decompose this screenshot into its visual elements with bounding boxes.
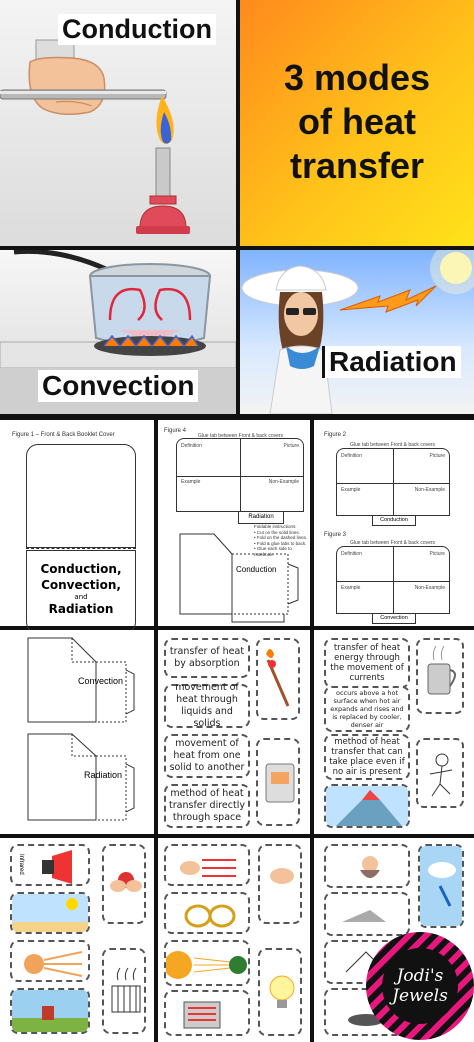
- burner-tube: [156, 148, 170, 196]
- radiator-picture: [102, 948, 146, 1034]
- infrared-picture: [10, 844, 90, 886]
- cover-line-3: Radiation: [48, 602, 114, 616]
- quad-chart-bottom: Definition Picture Example Non-Example: [336, 546, 450, 614]
- jodis-jewels-badge: [366, 932, 474, 1040]
- page-foldable-2: Figure 2 Glue tab between Front & back covers Definition Picture Example Non-Example Conduction Figure 3 Glue tab between Front & back covers Definition Picture Example Non-Example Convection: [314, 420, 474, 626]
- cover-front: [26, 444, 136, 548]
- definition-card: transfer of heat energy through the movement of currents: [324, 638, 410, 688]
- cover-back: [26, 550, 136, 634]
- cover-and: and: [74, 593, 88, 601]
- fold-note: Glue tab between Front & back covers: [198, 433, 284, 439]
- page-pictures-3: [314, 838, 474, 1042]
- definition-card: movement of heat from one solid to another: [164, 734, 250, 778]
- conduction-label: Conduction: [58, 14, 216, 45]
- page-pockets: [0, 630, 154, 834]
- definition-label: Definition: [181, 443, 202, 449]
- hands-heat-picture: [164, 844, 250, 886]
- lightbulb-picture: [258, 948, 302, 1036]
- page-cards-1: [158, 630, 310, 834]
- convection-tab: Convection: [372, 614, 416, 624]
- picture-label: Picture: [283, 443, 299, 449]
- boy-running-picture: [416, 738, 464, 808]
- quad-chart: [176, 438, 304, 512]
- goggles-picture: [164, 892, 250, 934]
- weather-picture: [418, 844, 464, 928]
- radiation-tab: Radiation: [238, 512, 284, 524]
- conduction-panel: [0, 0, 236, 246]
- match-stick-picture: [256, 638, 300, 720]
- hands-fire-picture: [258, 844, 302, 924]
- infrared-label: Infrared: [18, 854, 24, 875]
- page-caption: Figure 4: [164, 428, 187, 434]
- instructions: Foldable instructions: • Cut on the solid lines. • Fold on the dashed lines. • Fold & glue tabs to back. • Glue each side to notebook.: [254, 524, 308, 557]
- radiation-pocket-label: Radiation: [84, 770, 123, 780]
- page-foldable-1: [158, 420, 310, 626]
- heater-picture: [164, 990, 250, 1036]
- poster: [0, 0, 474, 414]
- title-panel: [240, 0, 474, 246]
- toaster-picture: [256, 738, 300, 826]
- badge-text: [382, 948, 458, 1024]
- title-line-3: transfer: [289, 145, 425, 186]
- definition-card: movement of heat through liquids and solids: [164, 684, 250, 728]
- convection-label: Convection: [38, 370, 198, 402]
- cover-line-1: Conduction,: [40, 562, 122, 576]
- convection-panel: [0, 250, 236, 414]
- page-pictures-2: [158, 838, 310, 1042]
- iron-picture: [324, 892, 410, 936]
- page-cards-2: [314, 630, 474, 834]
- burner-base: [140, 206, 186, 228]
- definition-card: transfer of heat by absorption: [164, 638, 250, 678]
- pocket-template: [158, 520, 310, 626]
- pocket-outlines: [0, 630, 154, 834]
- page-caption: Figure 1 – Front & Back Booklet Cover: [12, 432, 115, 438]
- pan-handle: [14, 251, 108, 270]
- definition-card: method of heat transfer that can take place even if no air is present: [324, 734, 410, 780]
- definition-card: occurs above a hot surface when hot air expands and rises and is replaced by cooler, denser air: [324, 686, 410, 732]
- title-line-2: of heat: [297, 101, 416, 142]
- field-picture: [10, 988, 90, 1034]
- badge-line-1: Jodi's: [396, 966, 444, 986]
- example-label: Example: [181, 479, 201, 485]
- radiation-label: Radiation: [322, 346, 461, 378]
- sun-earth-picture: [164, 940, 250, 986]
- hands-warming-picture: [102, 844, 146, 924]
- cover-line-2: Convection,: [41, 578, 121, 592]
- page-pictures-1: [0, 838, 154, 1042]
- pocket-label: Conduction: [236, 565, 277, 574]
- page-cover: [0, 420, 154, 626]
- definition-card: method of heat transfer directly through space: [164, 784, 250, 828]
- radiation-illustration: [240, 250, 474, 414]
- hair-dryer-picture: [324, 844, 410, 888]
- poster-title: [240, 56, 474, 188]
- volcano-picture: [324, 784, 410, 828]
- hand-icon: [29, 58, 105, 115]
- convection-pocket-label: Convection: [78, 676, 124, 686]
- sunrays-picture: [10, 940, 90, 982]
- non-example-label: Non-Example: [268, 479, 299, 485]
- caption-bottom: Figure 3: [324, 532, 347, 538]
- quad-chart-top: Definition Picture Example Non-Example: [336, 448, 450, 516]
- conduction-tab: Conduction: [372, 516, 416, 526]
- radiation-panel: [240, 250, 474, 414]
- mug-picture: [416, 638, 464, 714]
- caption-top: Figure 2: [324, 432, 347, 438]
- beach-picture: [10, 892, 90, 934]
- badge-line-2: Jewels: [392, 986, 448, 1006]
- title-line-1: 3 modes: [283, 57, 431, 98]
